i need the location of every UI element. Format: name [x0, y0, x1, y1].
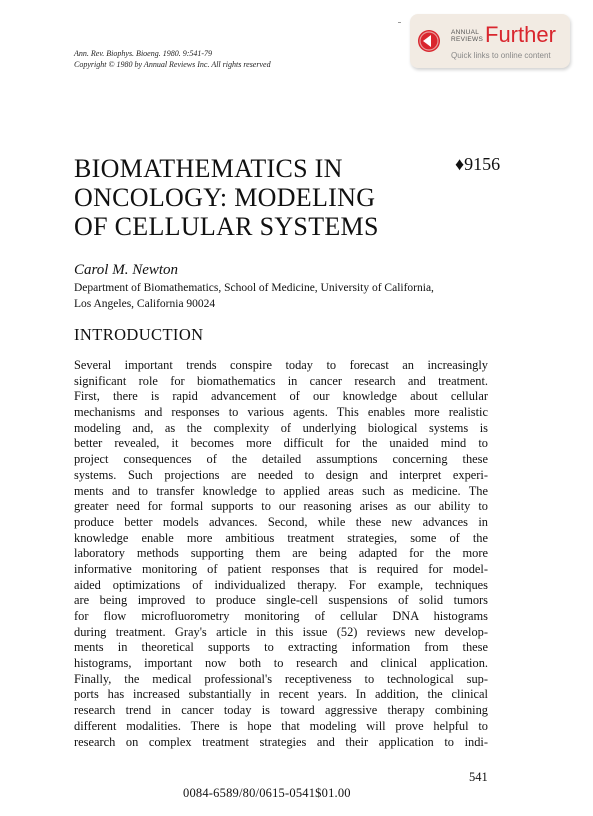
article-title: [74, 154, 434, 241]
body-line: ments in theoretical supports to extracting information from these: [74, 640, 488, 655]
body-line: Finally, the medical professional's receptiveness to technological sup-: [74, 671, 488, 686]
page-number: 541: [469, 770, 488, 784]
affiliation-line: Los Angeles, California 90024: [74, 298, 216, 310]
body-line: aided optimizations of individualized therapy. For example, techniques: [74, 577, 488, 592]
journal-citation-line: Ann. Rev. Biophys. Bioeng. 1980. 9:541-79: [74, 49, 213, 58]
body-line: informative monitoring of patient responses that is required for model-: [74, 561, 488, 576]
issn-code: 0084-6589/80/0615-0541$01.00: [183, 786, 351, 800]
body-line: better revealed, it becomes more difficult for the unaided mind to: [74, 436, 488, 451]
body-line: greater need for formal supports to our reasoning arises as our ability to: [74, 499, 488, 514]
body-line: research trend in cancer today is toward aggressive therapy combining: [74, 703, 488, 718]
affiliation-line: Department of Biomathematics, School of Medicine, University of California,: [74, 282, 434, 294]
article-code: ♦9156: [455, 154, 501, 174]
body-line: during treatment. Gray's article in this issue (52) reviews new develop-: [74, 624, 488, 639]
author-name: Carol M. Newton: [74, 262, 179, 278]
section-heading: INTRODUCTION: [74, 325, 204, 344]
body-line: are being improved to produce single-cell suspensions of solid tumors: [74, 593, 488, 608]
body-line: histograms, important now both to research and clinical application.: [74, 656, 488, 671]
body-paragraph: [74, 358, 488, 750]
arrow-left-circle-icon: [418, 30, 440, 52]
body-line: Several important trends conspire today to forecast an increasingly: [74, 358, 488, 372]
title-line: BIOMATHEMATICS IN: [74, 154, 343, 183]
body-line: ports has increased substantially in recent years. In addition, the clinical: [74, 687, 488, 702]
body-line: First, there is rapid advancement of our knowledge about cellular: [74, 389, 488, 404]
body-line: research on complex treatment strategies and their application to indi-: [74, 734, 488, 749]
reviews-label: REVIEWS: [451, 36, 484, 43]
body-line: different modalities. There is hope that modeling will prove helpful to: [74, 718, 488, 733]
body-line: laboratory methods supporting them are being adapted for the more: [74, 546, 488, 561]
body-line: project consequences of the detailed assumptions concerning these: [74, 452, 488, 467]
body-line: systems. Such projections are needed to design and interpret experi-: [74, 467, 488, 482]
title-line: OF CELLULAR SYSTEMS: [74, 212, 379, 241]
journal-citation: [74, 48, 271, 70]
body-line: modeling and, as the complexity of underlying biological systems is: [74, 420, 488, 435]
copyright-line: Copyright © 1980 by Annual Reviews Inc. All rights reserved: [74, 60, 271, 69]
title-line: ONCOLOGY: MODELING: [74, 183, 376, 212]
body-line: ments and to transfer knowledge to applied areas such as medicine. The: [74, 483, 488, 498]
body-line: significant role for biomathematics in cancer research and treatment.: [74, 373, 488, 388]
scan-mark: [398, 22, 401, 23]
author-affiliation: [74, 280, 494, 312]
body-line: knowledge enable more ambitious treatment strategies, some of the: [74, 530, 488, 545]
further-label: Further: [485, 22, 556, 47]
further-links-badge[interactable]: [410, 14, 570, 68]
body-line: for flow microfluorometry monitoring of cellular DNA histograms: [74, 609, 488, 623]
annual-label: ANNUAL: [451, 29, 480, 36]
further-subtitle: Quick links to online content: [451, 51, 551, 60]
body-line: produce better models advances. Second, while these new advances in: [74, 514, 488, 529]
body-line: mechanisms and responses to various agents. This enables more realistic: [74, 405, 488, 420]
annual-reviews-label: [451, 29, 483, 43]
